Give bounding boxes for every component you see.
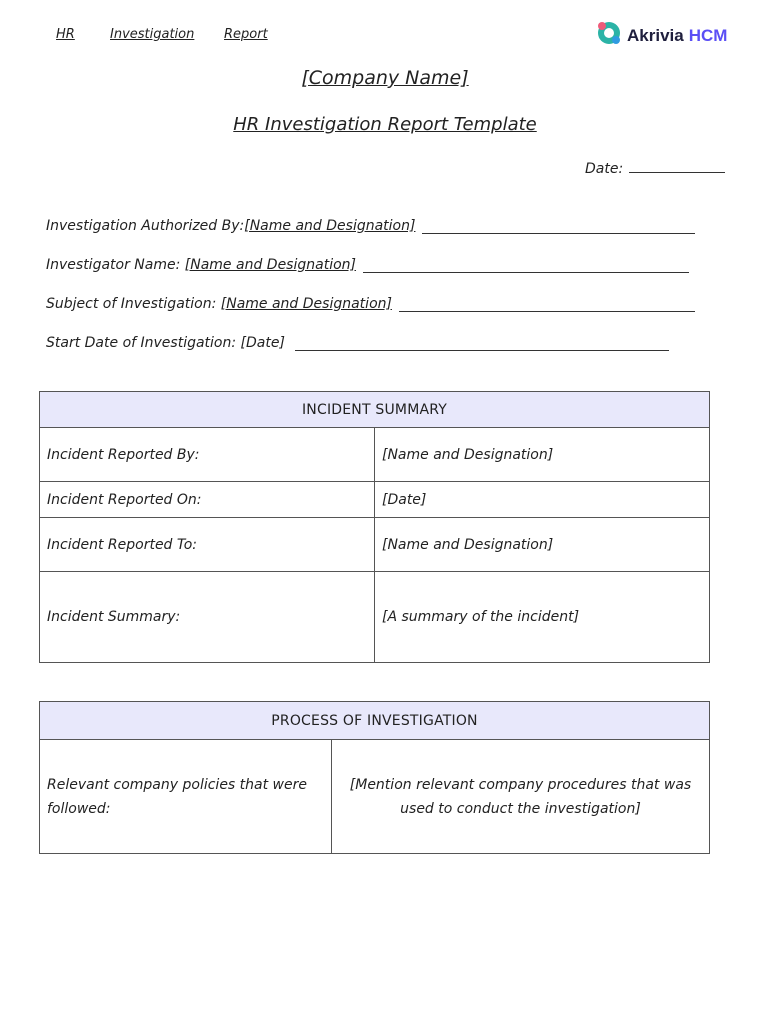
logo-accent-text: HCM bbox=[688, 25, 728, 45]
field-investigator-name bbox=[46, 257, 689, 273]
header-word-investigation: Investigation bbox=[110, 27, 195, 42]
field-label: Investigator Name: bbox=[46, 257, 181, 273]
row-label: Incident Reported On: bbox=[40, 482, 375, 518]
header-word-report: Report bbox=[224, 27, 268, 42]
field-authorized-by bbox=[46, 218, 695, 234]
header-word-hr: HR bbox=[56, 27, 75, 42]
field-blank bbox=[399, 299, 695, 312]
field-blank bbox=[422, 221, 695, 234]
field-value: [Name and Designation] bbox=[184, 257, 356, 273]
row-value: [Date] bbox=[375, 482, 710, 518]
field-blank bbox=[295, 338, 669, 351]
row-label: Incident Reported To: bbox=[40, 518, 375, 572]
row-value: [Name and Designation] bbox=[375, 428, 710, 482]
field-label: Investigation Authorized By: bbox=[46, 218, 245, 234]
row-label: Incident Summary: bbox=[40, 572, 375, 663]
process-label: Relevant company policies that were followed: bbox=[40, 740, 332, 854]
company-name: [Company Name] bbox=[301, 67, 469, 89]
field-label: Start Date of Investigation: bbox=[46, 335, 237, 351]
field-label: Subject of Investigation: bbox=[46, 296, 217, 312]
field-value: [Name and Designation] bbox=[244, 218, 416, 234]
process-value: [Mention relevant company procedures that was used to conduct the investigation] bbox=[332, 740, 710, 854]
table-row bbox=[40, 740, 710, 854]
akrivia-logo bbox=[596, 20, 727, 51]
field-start-date bbox=[46, 335, 669, 351]
table-row bbox=[40, 572, 710, 663]
incident-summary-table bbox=[39, 391, 710, 663]
table-row bbox=[40, 518, 710, 572]
incident-summary-heading: INCIDENT SUMMARY bbox=[40, 392, 710, 428]
field-subject bbox=[46, 296, 695, 312]
document-title: HR Investigation Report Template bbox=[233, 114, 537, 135]
row-label: Incident Reported By: bbox=[40, 428, 375, 482]
process-heading: PROCESS OF INVESTIGATION bbox=[40, 702, 710, 740]
table-row bbox=[40, 482, 710, 518]
field-value: [Date] bbox=[240, 335, 285, 351]
table-row bbox=[40, 428, 710, 482]
date-line bbox=[585, 159, 725, 177]
field-value: [Name and Designation] bbox=[220, 296, 392, 312]
process-table bbox=[39, 701, 710, 854]
logo-brand-text: Akrivia bbox=[627, 25, 684, 45]
row-value: [A summary of the incident] bbox=[375, 572, 710, 663]
date-blank bbox=[629, 159, 725, 173]
row-value: [Name and Designation] bbox=[375, 518, 710, 572]
date-label: Date: bbox=[585, 161, 624, 177]
field-blank bbox=[363, 260, 689, 273]
akrivia-logo-icon bbox=[596, 20, 622, 51]
